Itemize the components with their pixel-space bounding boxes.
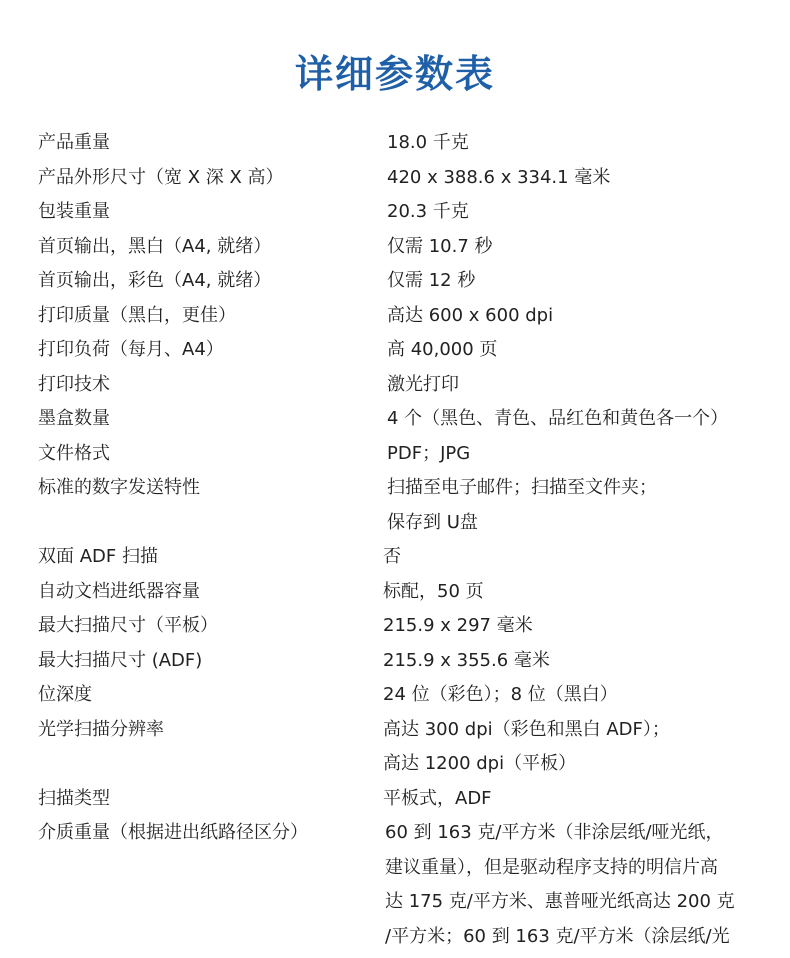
spec-row xyxy=(38,402,790,437)
spec-row xyxy=(38,782,790,817)
spec-value-line: 215.9 x 355.6 毫米 xyxy=(383,649,550,671)
spec-value-line: 60 到 163 克/平方米（非涂层纸/哑光纸， xyxy=(385,822,724,843)
spec-row xyxy=(38,368,790,403)
spec-label: 产品外形尺寸（宽 X 深 X 高） xyxy=(38,166,284,188)
page-title: 详细参数表 xyxy=(294,52,495,96)
spec-value-line: 24 位（彩色）；8 位（黑白） xyxy=(383,684,618,705)
spec-label: 产品重量 xyxy=(38,132,110,153)
spec-row xyxy=(38,437,790,472)
spec-value-line: 20.3 千克 xyxy=(387,201,469,222)
spec-row xyxy=(38,264,790,299)
spec-label: 打印技术 xyxy=(38,373,110,395)
spec-row xyxy=(38,609,790,644)
spec-value-line: 高 40,000 页 xyxy=(387,339,498,360)
spec-row xyxy=(38,333,790,368)
spec-value-line: 4 个（黑色、青色、品红色和黄色各一个） xyxy=(387,408,729,429)
spec-value-line: 高达 300 dpi（彩色和黑白 ADF）； xyxy=(383,718,670,740)
spec-row xyxy=(38,816,790,954)
spec-value-line: PDF；JPG xyxy=(387,442,471,464)
spec-value xyxy=(383,816,785,954)
spec-label: 打印质量（黑白，更佳） xyxy=(38,304,236,326)
spec-value xyxy=(383,126,787,161)
spec-label: 包装重量 xyxy=(38,201,110,222)
spec-row xyxy=(38,713,790,782)
spec-row xyxy=(38,161,790,196)
spec-value xyxy=(383,230,787,265)
spec-label: 自动文档进纸器容量 xyxy=(38,580,200,602)
spec-row xyxy=(38,126,790,161)
spec-value xyxy=(383,437,787,472)
spec-label: 扫描类型 xyxy=(38,787,110,809)
spec-value-line: 215.9 x 297 毫米 xyxy=(383,615,533,636)
spec-value-line: 激光打印 xyxy=(387,373,459,395)
spec-value-line: 高达 1200 dpi（平板） xyxy=(383,753,577,774)
spec-value xyxy=(383,299,787,334)
spec-value-line: 仅需 10.7 秒 xyxy=(387,235,493,257)
spec-value-line: 建议重量），但是驱动程序支持的明信片高 xyxy=(385,856,718,878)
spec-value xyxy=(383,678,783,713)
spec-value xyxy=(383,713,783,782)
spec-label: 最大扫描尺寸（平板） xyxy=(38,615,218,636)
spec-value xyxy=(383,402,787,437)
spec-row xyxy=(38,299,790,334)
spec-value xyxy=(383,782,783,817)
spec-value-line: 高达 600 x 600 dpi xyxy=(387,304,554,326)
spec-value xyxy=(383,333,787,368)
spec-table xyxy=(38,126,790,954)
spec-row xyxy=(38,230,790,265)
spec-row xyxy=(38,678,790,713)
spec-label: 双面 ADF 扫描 xyxy=(38,546,158,567)
spec-row xyxy=(38,575,790,610)
spec-value-line: 420 x 388.6 x 334.1 毫米 xyxy=(387,166,611,188)
spec-label: 介质重量（根据进出纸路径区分） xyxy=(38,822,308,843)
spec-value xyxy=(383,368,787,403)
spec-label: 打印负荷（每月、A4） xyxy=(38,339,224,360)
spec-value-line: 保存到 U盘 xyxy=(387,511,478,533)
spec-row xyxy=(38,195,790,230)
spec-label: 首页输出，彩色（A4, 就绪） xyxy=(38,270,272,291)
spec-value xyxy=(383,161,787,196)
spec-value xyxy=(383,644,783,679)
spec-label: 墨盒数量 xyxy=(38,408,110,429)
spec-value-line: 平板式，ADF xyxy=(383,787,492,809)
spec-value-line: 扫描至电子邮件；扫描至文件夹； xyxy=(387,477,657,498)
spec-value-line: 否 xyxy=(383,546,401,567)
spec-value xyxy=(383,264,787,299)
spec-value xyxy=(383,195,787,230)
spec-label: 文件格式 xyxy=(38,442,110,464)
spec-value-line: 18.0 千克 xyxy=(387,132,469,153)
spec-row xyxy=(38,644,790,679)
spec-label: 标准的数字发送特性 xyxy=(38,477,200,498)
spec-value xyxy=(383,471,787,540)
spec-value xyxy=(383,540,783,575)
spec-label: 首页输出，黑白（A4, 就绪） xyxy=(38,235,272,257)
spec-label: 最大扫描尺寸 (ADF) xyxy=(38,649,203,671)
spec-label: 光学扫描分辨率 xyxy=(38,718,164,740)
spec-value-line: 标配，50 页 xyxy=(383,580,484,602)
spec-value-line: 达 175 克/平方米、惠普哑光纸高达 200 克 xyxy=(385,891,735,912)
spec-value xyxy=(383,575,783,610)
spec-label: 位深度 xyxy=(38,684,92,705)
spec-value xyxy=(383,609,783,644)
spec-row xyxy=(38,540,790,575)
spec-value-line: 仅需 12 秒 xyxy=(387,270,476,291)
spec-value-line: /平方米；60 到 163 克/平方米（涂层纸/光 xyxy=(385,925,730,947)
spec-row xyxy=(38,471,790,540)
